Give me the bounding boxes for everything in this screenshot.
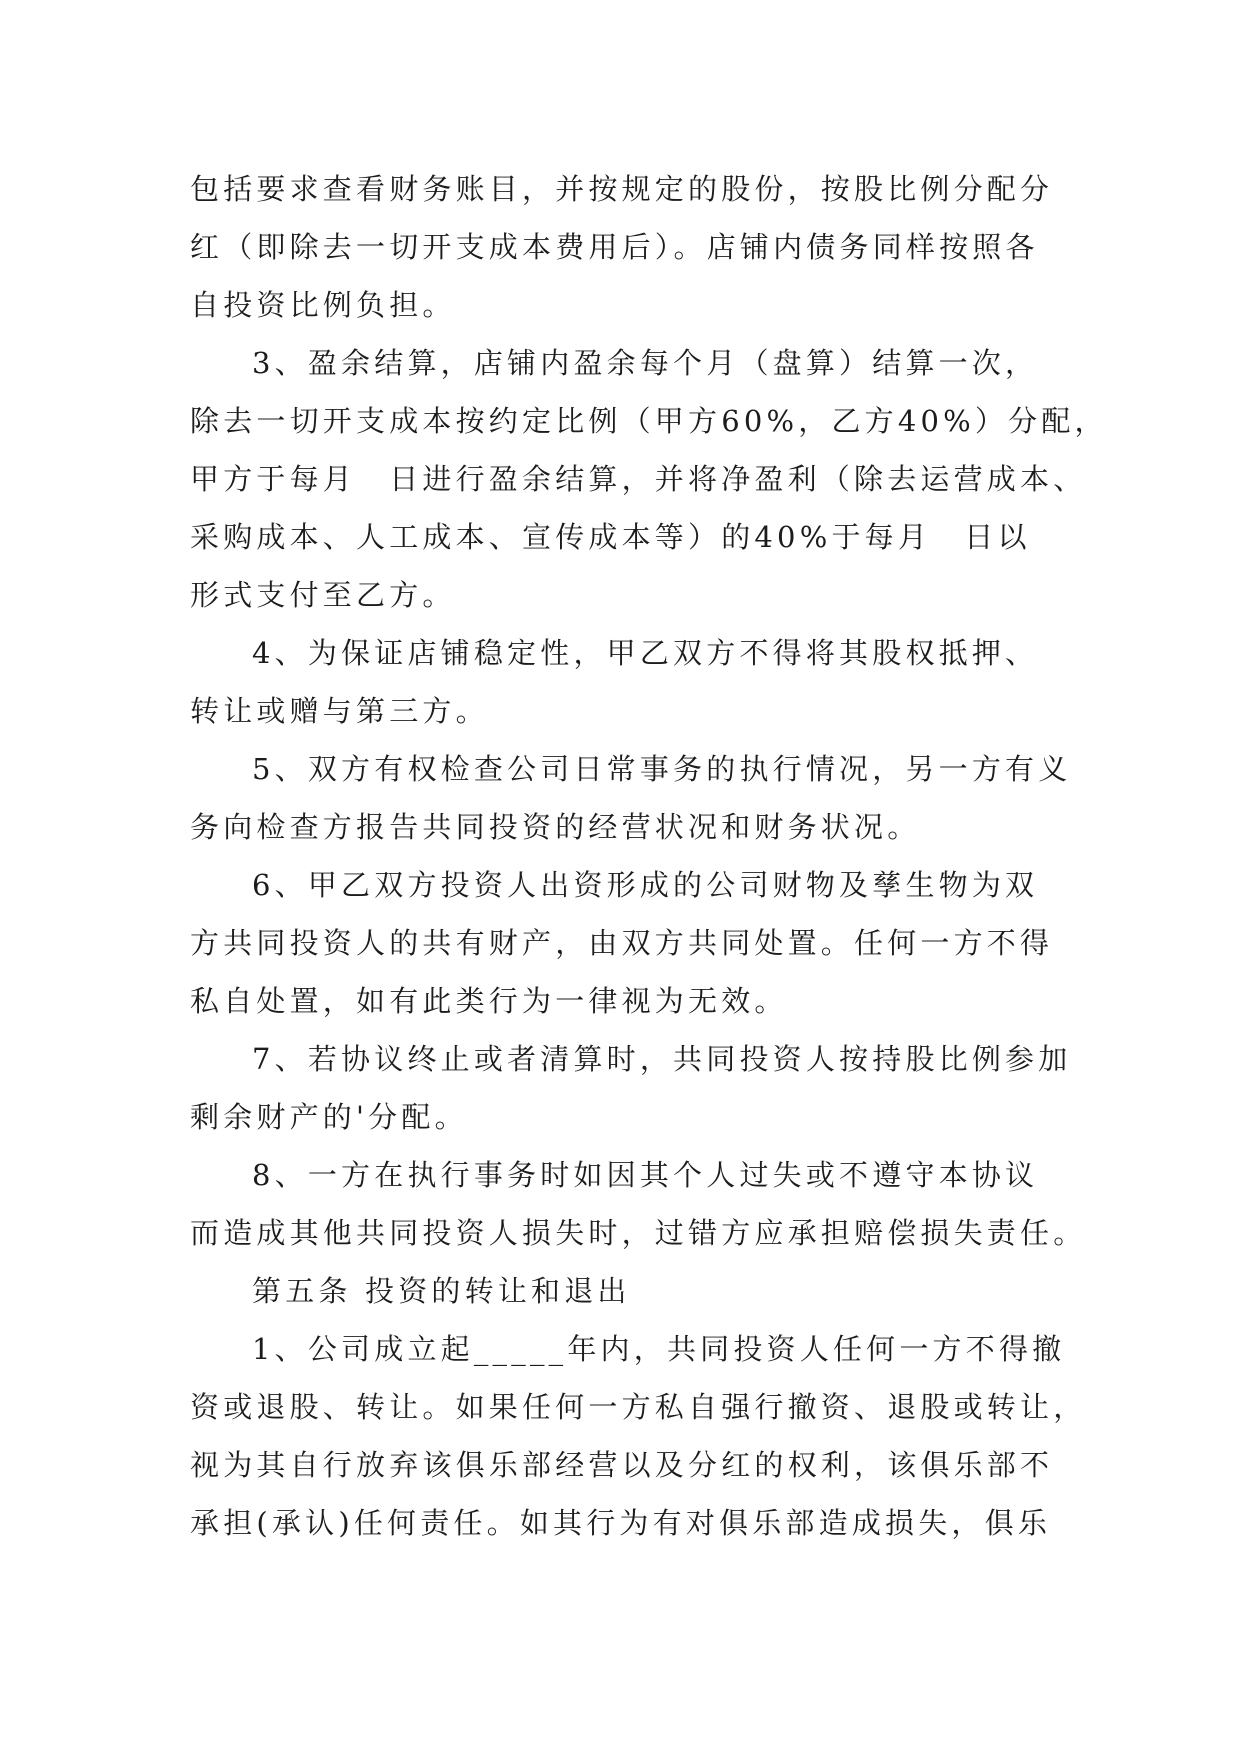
- text-line: 6、甲乙双方投资人出资形成的公司财物及孳生物为双: [252, 868, 1039, 902]
- text-line: 7、若协议终止或者清算时，共同投资人按持股比例参加: [252, 1042, 1072, 1076]
- text-line: 5、双方有权检查公司日常事务的执行情况，另一方有义: [252, 752, 1072, 786]
- section-heading: 第五条 投资的转让和退出: [252, 1274, 631, 1308]
- text-line: 视为其自行放弃该俱乐部经营以及分红的权利，该俱乐部不: [190, 1448, 1054, 1482]
- text-line: 8、一方在执行事务时如因其个人过失或不遵守本协议: [252, 1158, 1039, 1192]
- text-line: 4、为保证店铺稳定性，甲乙双方不得将其股权抵押、: [252, 636, 1039, 670]
- text-line: 甲方于每月 日进行盈余结算，并将净盈利（除去运营成本、: [190, 462, 1087, 496]
- text-line: 3、盈余结算，店铺内盈余每个月（盘算）结算一次，: [252, 346, 1039, 380]
- text-line: 而造成其他共同投资人损失时，过错方应承担赔偿损失责任。: [190, 1216, 1087, 1250]
- text-line: 承担(承认)任何责任。如其行为有对俱乐部造成损失，俱乐: [190, 1506, 1052, 1540]
- text-line: 采购成本、人工成本、宣传成本等）的40%于每月 日以: [190, 520, 1031, 554]
- text-line: 自投资比例负担。: [190, 288, 456, 322]
- text-line: 私自处置，如有此类行为一律视为无效。: [190, 984, 788, 1018]
- text-line: 务向检查方报告共同投资的经营状况和财务状况。: [190, 810, 921, 844]
- text-line: 形式支付至乙方。: [190, 578, 456, 612]
- text-line: 转让或赠与第三方。: [190, 694, 489, 728]
- text-line: 1、公司成立起_____年内，共同投资人任何一方不得撤: [252, 1332, 1066, 1366]
- document-body: [0, 160, 1241, 1552]
- text-line: 包括要求查看财务账目，并按规定的股份，按股比例分配分: [190, 172, 1054, 206]
- text-line: 资或退股、转让。如果任何一方私自强行撤资、退股或转让，: [190, 1390, 1087, 1424]
- text-line: 方共同投资人的共有财产，由双方共同处置。任何一方不得: [190, 926, 1054, 960]
- text-line: 剩余财产的'分配。: [190, 1100, 468, 1134]
- text-line: 红（即除去一切开支成本费用后）。店铺内债务同样按照各: [190, 230, 1039, 264]
- text-line: 除去一切开支成本按约定比例（甲方60%，乙方40%）分配，: [190, 404, 1108, 438]
